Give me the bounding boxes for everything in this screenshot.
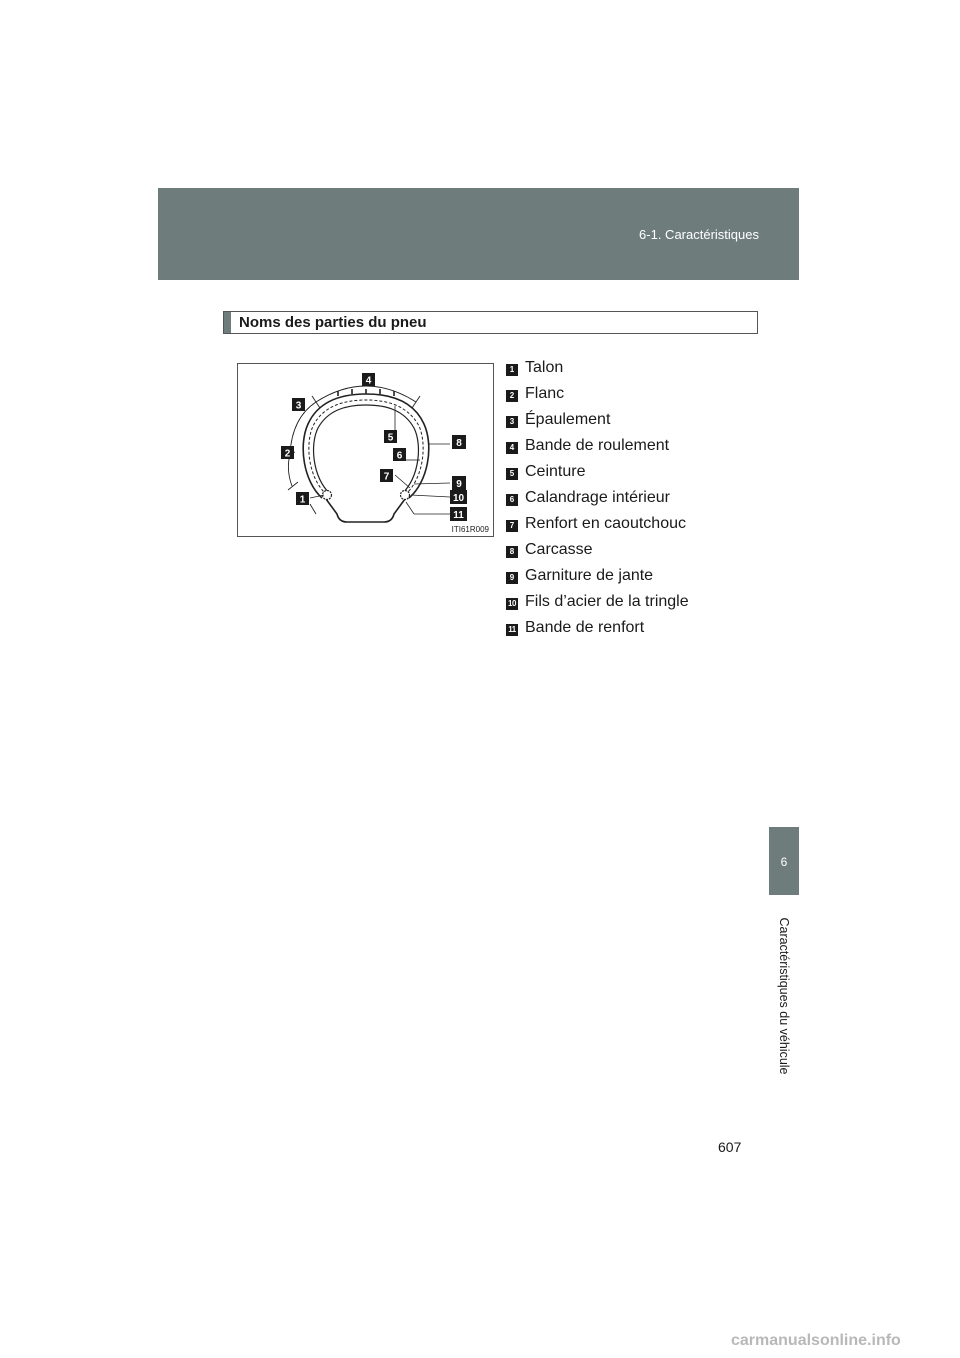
legend-label-calandrage-interieur: Calandrage intérieur [525, 489, 670, 506]
legend-label-fils-acier-tringle: Fils d’acier de la tringle [525, 593, 689, 610]
legend-label-bande-de-roulement: Bande de roulement [525, 437, 670, 454]
legend-item [505, 616, 765, 642]
legend-badge-4: 4 [506, 442, 518, 454]
callout-labels [285, 376, 465, 522]
legend-label-flanc: Flanc [525, 385, 565, 402]
section-header-marker [224, 312, 231, 333]
section-title: Noms des parties du pneu [239, 314, 427, 331]
chapter-number: 6 [780, 855, 788, 869]
callout-label-11: 11 [453, 510, 464, 521]
wheel-rim [326, 499, 405, 522]
tire-diagram [237, 363, 494, 537]
header-section-title: 6-1. Caractéristiques [639, 227, 759, 242]
legend-badge-3: 3 [506, 416, 518, 428]
callout-label-2: 2 [284, 448, 291, 460]
parts-legend [505, 356, 765, 642]
legend-label-bande-de-renfort: Bande de renfort [525, 619, 645, 636]
watermark: carmanualsonline.info [731, 1332, 901, 1349]
legend-item [505, 486, 765, 512]
legend-item [505, 590, 765, 616]
legend-badge-7: 7 [506, 520, 518, 532]
legend-badge-8: 8 [506, 546, 518, 558]
legend-badge-11: 11 [506, 624, 518, 636]
legend-item [505, 382, 765, 408]
legend-label-ceinture: Ceinture [525, 463, 586, 480]
tire-cross-section-svg [238, 364, 495, 538]
page-number: 607 [718, 1139, 742, 1155]
legend-item [505, 564, 765, 590]
legend-item [505, 408, 765, 434]
legend-item [505, 538, 765, 564]
chapter-side-title: Caractéristiques du véhicule [777, 917, 791, 1075]
legend-label-epaulement: Épaulement [525, 411, 611, 428]
legend-item [505, 460, 765, 486]
legend-label-talon: Talon [525, 359, 564, 376]
callout-label-10: 10 [452, 493, 465, 504]
legend-badge-10: 10 [506, 598, 518, 610]
callout-label-3: 3 [295, 400, 302, 412]
leader-lines [310, 406, 450, 514]
callout-label-4: 4 [365, 375, 372, 387]
callout-label-5: 5 [387, 432, 394, 444]
legend-badge-9: 9 [506, 572, 518, 584]
callout-label-6: 6 [396, 450, 403, 462]
header-bar [158, 188, 799, 280]
legend-badge-1: 1 [506, 364, 518, 376]
legend-label-garniture-de-jante: Garniture de jante [525, 567, 654, 584]
legend-label-renfort-caoutchouc: Renfort en caoutchouc [525, 515, 686, 532]
legend-item [505, 434, 765, 460]
callout-label-8: 8 [456, 438, 462, 449]
tire-outer-profile [303, 394, 429, 498]
section-header [223, 311, 758, 334]
legend-badge-2: 2 [506, 390, 518, 402]
legend-badge-5: 5 [506, 468, 518, 480]
figure-code: ITI61R009 [451, 525, 489, 534]
tire-carcass-line [309, 400, 423, 495]
callout-label-1: 1 [299, 494, 306, 506]
callout-label-7: 7 [383, 471, 390, 483]
legend-badge-6: 6 [506, 494, 518, 506]
chapter-tab [769, 827, 799, 895]
legend-label-carcasse: Carcasse [525, 541, 593, 558]
legend-item [505, 356, 765, 382]
callout-label-9: 9 [456, 479, 462, 490]
legend-item [505, 512, 765, 538]
bead-right [401, 491, 410, 500]
